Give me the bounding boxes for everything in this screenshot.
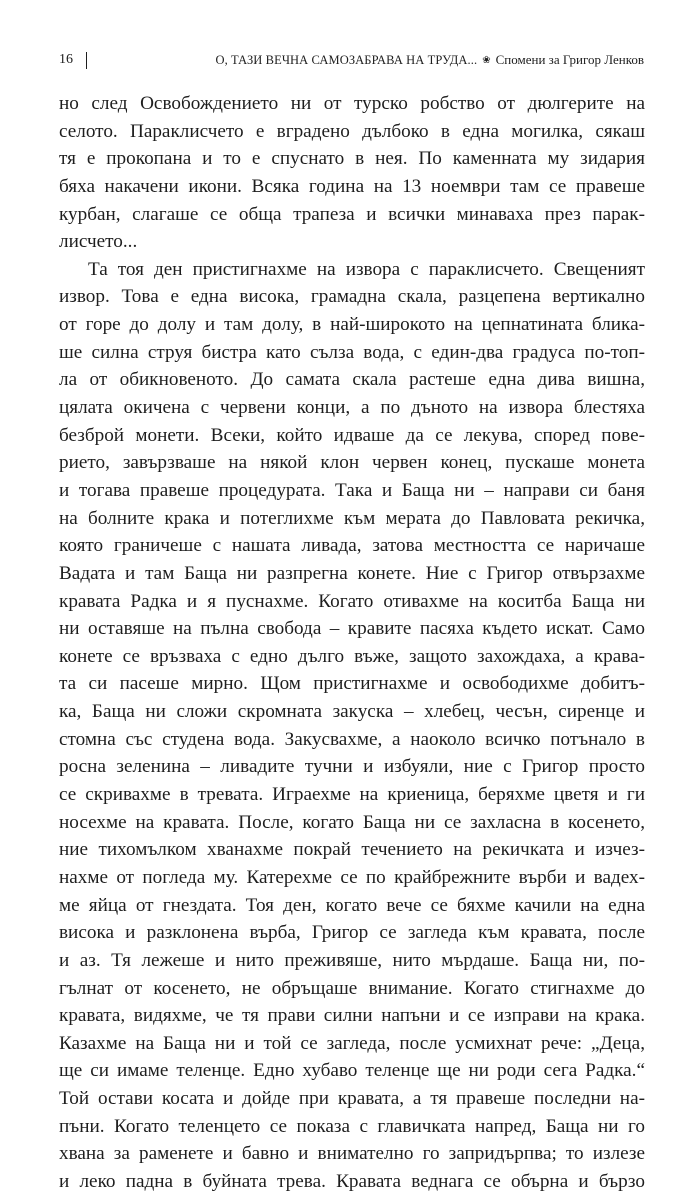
- text-line: носехме на кравата. После, когато Баща ни се захласна в косенето,: [59, 811, 645, 833]
- text-line: ние тихомълком хванахме покрай течението на рекичката и изчез-: [59, 839, 645, 861]
- text-line: та си пасеше мирно. Щом пристигнахме и освободихме добитъ-: [59, 673, 645, 695]
- text-line: ла от обикновеното. До самата скала растеше една дива вишна,: [59, 369, 645, 391]
- text-line: гълнат от косенето, не обръщаше внимание. Когато стигнахме до: [59, 977, 645, 999]
- text-line: ще си имаме теленце. Едно хубаво теленце ще ни роди сега Радка.“: [59, 1060, 645, 1082]
- text-line: конете се връзваха с едно дълго въже, защото захождаха, а крава-: [59, 645, 645, 667]
- text-line: Вадата и там Баща ни разпрегна конете. Ние с Григор отвързахме: [59, 562, 645, 584]
- text-line: но след Освобождението ни от турско робство от дюлгерите на: [59, 93, 645, 114]
- text-line: кравата Радка и я пуснахме. Когато отивахме на коситба Баща ни: [59, 590, 645, 612]
- text-line: пъни. Когато теленцето се показа с главичката напред, Баща ни го: [59, 1115, 645, 1137]
- body-text: [59, 90, 645, 1196]
- text-line: бяха накачени икони. Всяка година на 13 ноември там се правеше: [59, 175, 645, 197]
- text-line: тя е прокопана и то е спуснато в нея. По каменната му зидария: [59, 148, 645, 170]
- book-subtitle: Спомени за Григор Ленков: [495, 52, 644, 67]
- text-line: от горе до долу и там долу, в най-широкото на цепнатината блика-: [59, 314, 645, 336]
- text-line: безброй монети. Всеки, който идваше да се лекува, според пове-: [59, 424, 645, 446]
- text-line: рието, завързваше на някой клон червен конец, пускаше монета: [59, 452, 645, 474]
- text-line: на болните крака и потеглихме към мерата до Павловата рекичка,: [59, 507, 645, 529]
- text-line: и аз. Тя лежеше и нито преживяше, нито мърдаше. Баща ни, по-: [59, 949, 645, 971]
- text-line: и леко падна в буйната трева. Кравата веднага се обърна и бързо: [59, 1170, 645, 1192]
- text-line: нахме от погледа му. Катерехме се по крайбрежните върби и вадех-: [59, 866, 645, 888]
- text-line: ни оставяше на пълна свобода – кравите пасяха където искат. Само: [59, 618, 645, 640]
- text-line: кравата, видяхме, че тя прави силни напъни и се изправи на крака.: [59, 1005, 645, 1027]
- text-line: ше силна струя бистра като сълза вода, с един-два градуса по-топ-: [59, 341, 645, 363]
- text-line: селото. Параклисчето е вградено дълбоко в една могилка, сякаш: [59, 120, 645, 142]
- text-line: цялата окичена с червени конци, а по дъното на извора блестяха: [59, 397, 645, 419]
- running-title: [215, 50, 644, 72]
- running-header: [59, 50, 644, 70]
- page-number: 16: [59, 52, 73, 67]
- text-line: извор. Това е една висока, грамадна скала, разцепена вертикално: [59, 286, 645, 308]
- text-line: лисчето...: [59, 231, 138, 253]
- text-line: ме яйца от гнездата. Тоя ден, когато вече се бяхме качили на една: [59, 894, 645, 916]
- text-line: Той остави косата и дойде при кравата, а тя правеше последни на-: [59, 1088, 645, 1110]
- text-line: ка, Баща ни сложи скромната закуска – хлебец, чесън, сиренце и: [59, 701, 645, 723]
- text-line: и тогава правеше процедурата. Така и Баща ни – направи си баня: [59, 479, 645, 501]
- text-line: курбан, слагаше се обща трапеза и всички минаваха през парак-: [59, 203, 645, 225]
- text-line: Казахме на Баща ни и той се загледа, после усмихнат рече: „Деца,: [59, 1032, 645, 1054]
- text-line: стомна със студена вода. Закусвахме, а наоколо всичко потънало в: [59, 728, 645, 750]
- text-line: росна зеленина – ливадите тучни и избуяли, ние с Григор просто: [59, 756, 645, 778]
- flower-ornament-icon: ❀: [482, 55, 491, 66]
- text-line: Та тоя ден пристигнахме на извора с параклисчето. Свещеният: [88, 258, 645, 280]
- text-line: се скривахме в тревата. Играехме на криеница, беряхме цветя и ги: [59, 784, 645, 806]
- text-line: висока и разклонена върба, Григор се загледа към кравата, после: [59, 922, 645, 944]
- book-title: О, ТАЗИ ВЕЧНА САМОЗАБРАВА НА ТРУДА...: [215, 53, 478, 67]
- text-line: хвана за раменете и бавно и внимателно го запридърпва; то излезе: [59, 1143, 645, 1165]
- header-divider: [86, 52, 87, 69]
- text-line: която граничеше с нашата ливада, затова местността се наричаше: [59, 535, 645, 557]
